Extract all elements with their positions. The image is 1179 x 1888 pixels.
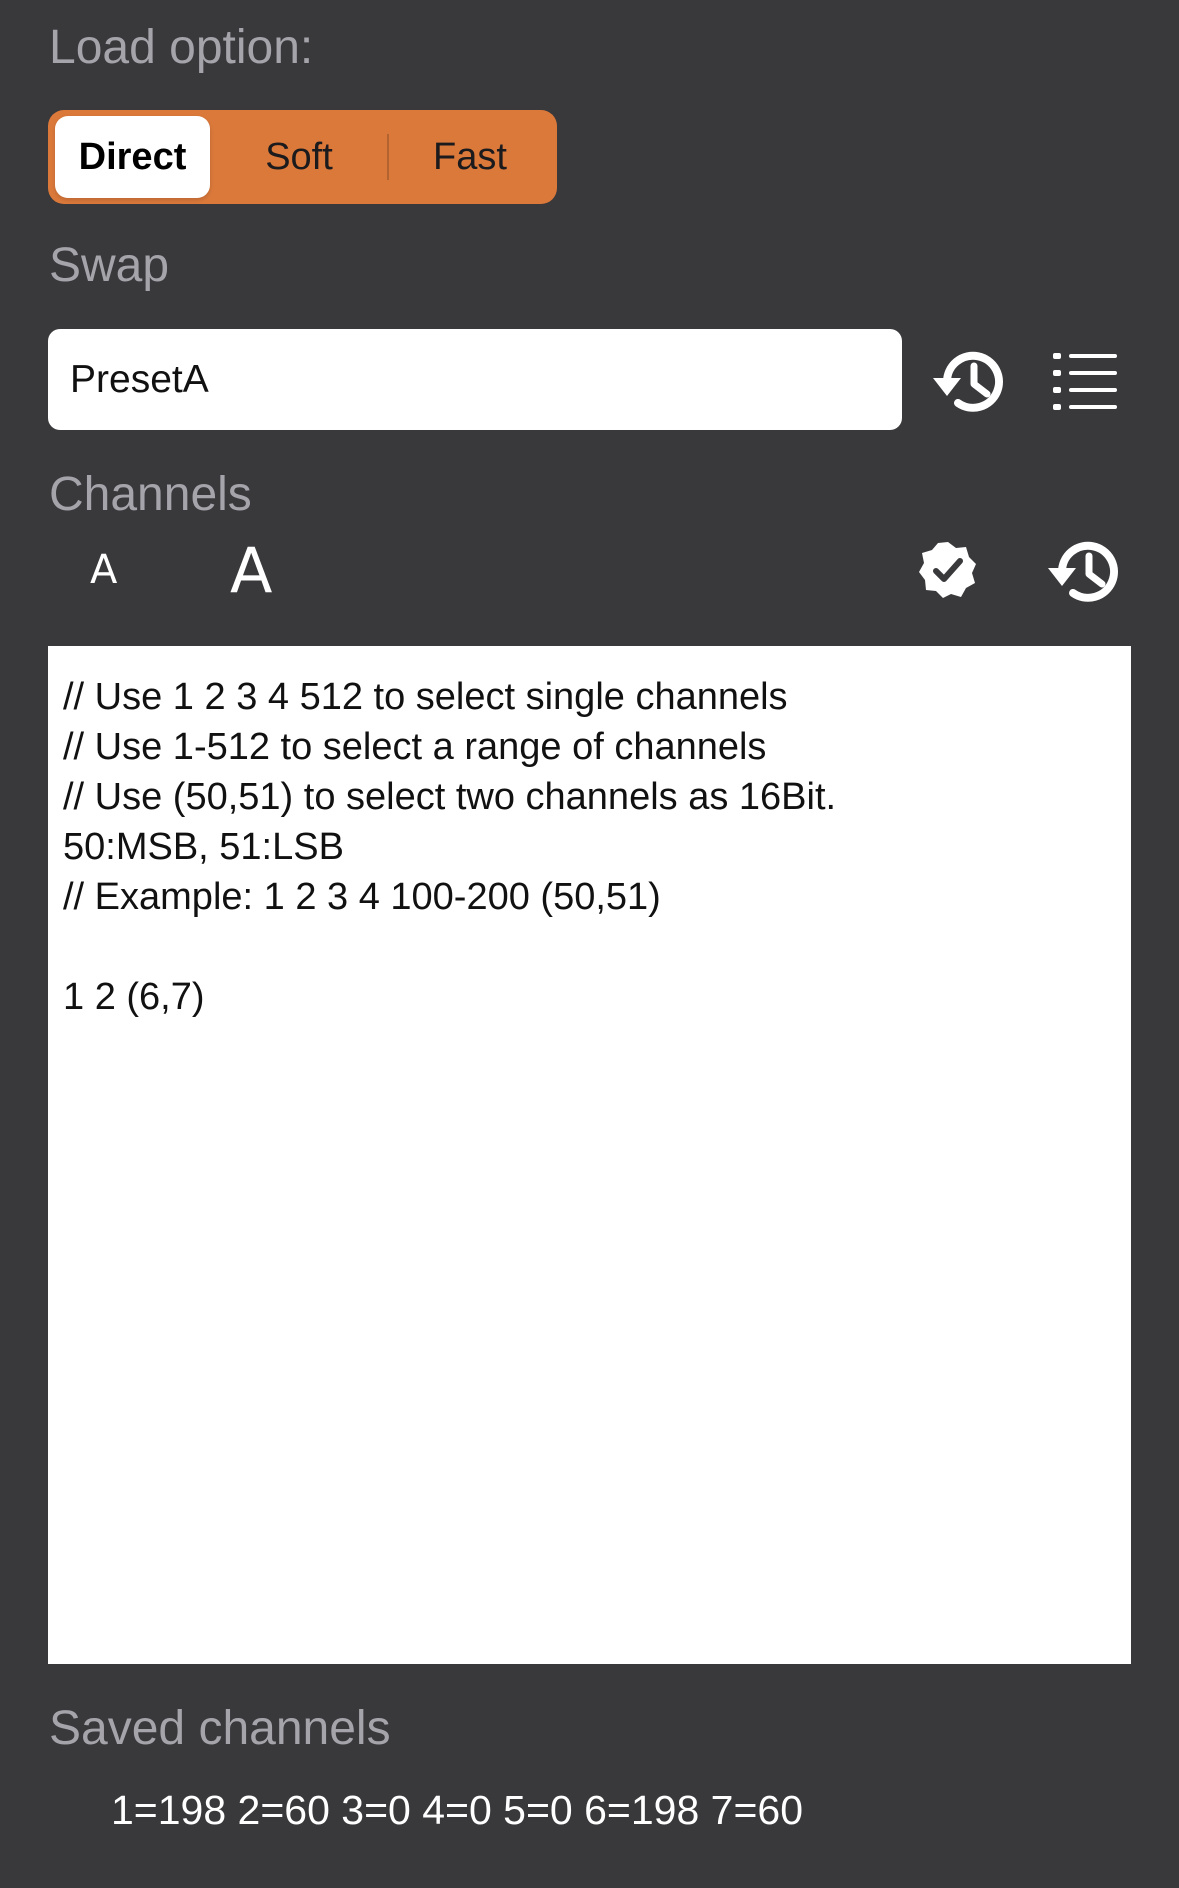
checkmark-seal-icon[interactable] <box>918 540 978 600</box>
load-option-label: Load option: <box>49 21 314 74</box>
swap-history-icon[interactable] <box>930 342 1010 422</box>
editor-line: // Example: 1 2 3 4 100-200 (50,51) <box>63 876 661 918</box>
channels-history-icon[interactable] <box>1045 532 1125 612</box>
swap-label: Swap <box>49 239 170 292</box>
swap-input[interactable]: PresetA <box>48 329 902 430</box>
segment-soft[interactable]: Soft <box>265 136 333 178</box>
saved-channels-label: Saved channels <box>49 1702 391 1755</box>
load-option-segmented-control <box>48 110 557 204</box>
segment-fast[interactable]: Fast <box>433 136 507 178</box>
increase-font-button[interactable]: A <box>230 534 273 607</box>
editor-line: // Use 1-512 to select a range of channels <box>63 726 767 768</box>
saved-channels-values: 1=198 2=60 3=0 4=0 5=0 6=198 7=60 <box>111 1787 803 1833</box>
editor-line: 1 2 (6,7) <box>63 976 205 1018</box>
swap-list-icon[interactable] <box>1051 350 1119 412</box>
editor-line <box>63 922 1116 972</box>
editor-line: // Use 1 2 3 4 512 to select single channels <box>63 676 788 718</box>
decrease-font-button[interactable]: A <box>90 547 118 593</box>
editor-line: // Use (50,51) to select two channels as 16Bit. <box>63 776 837 818</box>
channels-editor[interactable] <box>48 646 1131 1664</box>
channels-label: Channels <box>49 468 252 521</box>
segment-direct[interactable]: Direct <box>55 116 210 198</box>
editor-line: 50:MSB, 51:LSB <box>63 826 344 868</box>
